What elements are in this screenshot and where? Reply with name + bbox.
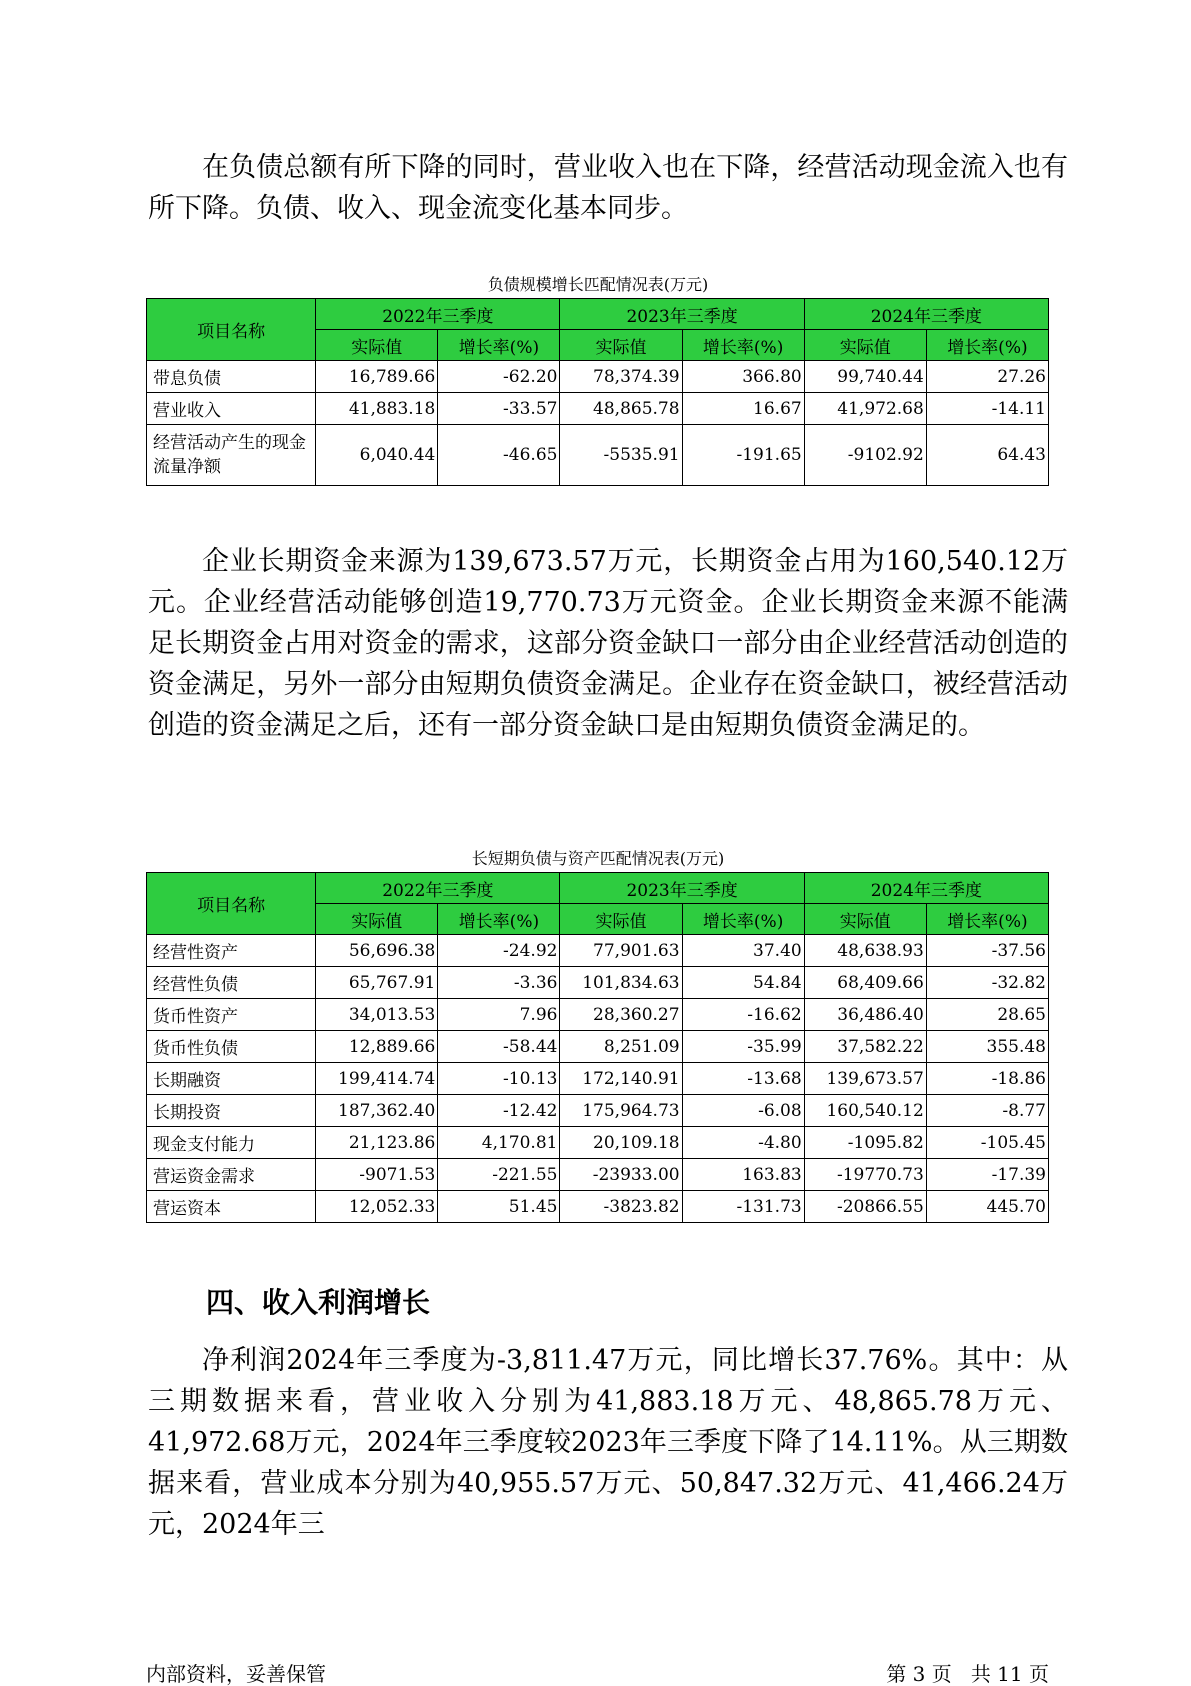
table-row [147,999,1049,1031]
table-row [147,1127,1049,1159]
debt-growth-table [146,298,1049,486]
row-name: 营业收入 [147,393,316,425]
cell-value: -8.77 [926,1095,1048,1127]
period-header-2024: 2024年三季度 [804,299,1048,330]
cell-value: 68,409.66 [804,967,926,999]
cell-value: 48,638.93 [804,935,926,967]
period-header-2023: 2023年三季度 [560,299,804,330]
item-name-header: 项目名称 [147,873,316,935]
cell-value: -10.13 [438,1063,560,1095]
cell-value: 54.84 [682,967,804,999]
table1-caption: 负债规模增长匹配情况表(万元) [487,275,709,294]
period-header-2022: 2022年三季度 [316,299,560,330]
cell-value: 41,883.18 [316,393,438,425]
cell-value: 366.80 [682,361,804,393]
cell-value: 41,972.68 [804,393,926,425]
cell-value: 20,109.18 [560,1127,682,1159]
cell-value: -6.08 [682,1095,804,1127]
cell-value: -17.39 [926,1159,1048,1191]
cell-value: 48,865.78 [560,393,682,425]
cell-value: -1095.82 [804,1127,926,1159]
table-row [147,1191,1049,1223]
growth-rate-header: 增长率(%) [682,904,804,935]
cell-value: 77,901.63 [560,935,682,967]
row-name: 长期投资 [147,1095,316,1127]
table-row [147,1063,1049,1095]
row-name: 货币性资产 [147,999,316,1031]
cell-value: -14.11 [926,393,1048,425]
cell-value: 187,362.40 [316,1095,438,1127]
cell-value: 28.65 [926,999,1048,1031]
table-row [147,361,1049,393]
footer-page-number: 第 3 页 共 11 页 [886,1662,1049,1686]
row-name: 营运资本 [147,1191,316,1223]
row-name: 营运资金需求 [147,1159,316,1191]
cell-value: 12,052.33 [316,1191,438,1223]
cell-value: -58.44 [438,1031,560,1063]
cell-value: -5535.91 [560,425,682,486]
growth-rate-header: 增长率(%) [682,330,804,361]
cell-value: 78,374.39 [560,361,682,393]
period-header-2024: 2024年三季度 [804,873,1048,904]
table-row [147,1095,1049,1127]
row-name: 货币性负债 [147,1031,316,1063]
cell-value: 172,140.91 [560,1063,682,1095]
cell-value: -131.73 [682,1191,804,1223]
item-name-header: 项目名称 [147,299,316,361]
cell-value: 51.45 [438,1191,560,1223]
cell-value: -62.20 [438,361,560,393]
cell-value: 27.26 [926,361,1048,393]
cell-value: 163.83 [682,1159,804,1191]
actual-value-header: 实际值 [560,330,682,361]
cell-value: 8,251.09 [560,1031,682,1063]
actual-value-header: 实际值 [316,330,438,361]
cell-value: 65,767.91 [316,967,438,999]
cell-value: -35.99 [682,1031,804,1063]
cell-value: -19770.73 [804,1159,926,1191]
cell-value: 16,789.66 [316,361,438,393]
cell-value: -9071.53 [316,1159,438,1191]
cell-value: -3823.82 [560,1191,682,1223]
cell-value: 139,673.57 [804,1063,926,1095]
paragraph-net-profit: 净利润2024年三季度为-3,811.47万元，同比增长37.76%。其中：从三期数据来看，营业收入分别为41,883.18万元、48,865.78万元、41,972.68万元，2024年三季度较2023年三季度下降了14.11%。从三期数据来看，营业成本分别为40,955.57万元、50,847.32万元、41,466.24万元，2024年三 [148,1345,1068,1540]
cell-value: 37,582.22 [804,1031,926,1063]
cell-value: -33.57 [438,393,560,425]
row-name: 经营性资产 [147,935,316,967]
section-heading: 四、收入利润增长 [206,1286,431,1319]
growth-rate-header: 增长率(%) [926,904,1048,935]
cell-value: -23933.00 [560,1159,682,1191]
actual-value-header: 实际值 [560,904,682,935]
cell-value: 12,889.66 [316,1031,438,1063]
cell-value: 4,170.81 [438,1127,560,1159]
cell-value: 64.43 [926,425,1048,486]
cell-value: 355.48 [926,1031,1048,1063]
table-row [147,393,1049,425]
cell-value: 36,486.40 [804,999,926,1031]
cell-value: -9102.92 [804,425,926,486]
asset-liability-match-table [146,872,1049,1223]
cell-value: 16.67 [682,393,804,425]
table-row [147,967,1049,999]
row-name: 现金支付能力 [147,1127,316,1159]
cell-value: 101,834.63 [560,967,682,999]
table-row [147,935,1049,967]
cell-value: 445.70 [926,1191,1048,1223]
row-name: 长期融资 [147,1063,316,1095]
table-row [147,1159,1049,1191]
cell-value: 199,414.74 [316,1063,438,1095]
actual-value-header: 实际值 [804,330,926,361]
paragraph-debt-change: 在负债总额有所下降的同时，营业收入也在下降，经营活动现金流入也有所下降。负债、收入、现金流变化基本同步。 [148,152,1068,224]
cell-value: 28,360.27 [560,999,682,1031]
cell-value: 37.40 [682,935,804,967]
row-name: 经营活动产生的现金流量净额 [147,425,316,486]
table-row [147,425,1049,486]
cell-value: -13.68 [682,1063,804,1095]
cell-value: -37.56 [926,935,1048,967]
cell-value: -46.65 [438,425,560,486]
cell-value: -12.42 [438,1095,560,1127]
paragraph-long-term-funds: 企业长期资金来源为139,673.57万元，长期资金占用为160,540.12万元。企业经营活动能够创造19,770.73万元资金。企业长期资金来源不能满足长期资金占用对资金的需求，这部分资金缺口一部分由企业经营活动创造的资金满足，另外一部分由短期负债资金满足。企业存在资金缺口，被经营活动创造的资金满足之后，还有一部分资金缺口是由短期负债资金满足的。 [148,546,1068,741]
period-header-2023: 2023年三季度 [560,873,804,904]
cell-value: 175,964.73 [560,1095,682,1127]
cell-value: -221.55 [438,1159,560,1191]
growth-rate-header: 增长率(%) [926,330,1048,361]
cell-value: -32.82 [926,967,1048,999]
cell-value: -16.62 [682,999,804,1031]
cell-value: -3.36 [438,967,560,999]
cell-value: 7.96 [438,999,560,1031]
cell-value: -191.65 [682,425,804,486]
cell-value: -20866.55 [804,1191,926,1223]
cell-value: -105.45 [926,1127,1048,1159]
growth-rate-header: 增长率(%) [438,330,560,361]
cell-value: -18.86 [926,1063,1048,1095]
cell-value: -24.92 [438,935,560,967]
cell-value: 34,013.53 [316,999,438,1031]
actual-value-header: 实际值 [804,904,926,935]
row-name: 带息负债 [147,361,316,393]
row-name: 经营性负债 [147,967,316,999]
footer-confidential-note: 内部资料，妥善保管 [146,1662,326,1686]
cell-value: 6,040.44 [316,425,438,486]
cell-value: 99,740.44 [804,361,926,393]
period-header-2022: 2022年三季度 [316,873,560,904]
cell-value: 56,696.38 [316,935,438,967]
cell-value: 160,540.12 [804,1095,926,1127]
actual-value-header: 实际值 [316,904,438,935]
table2-caption: 长短期负债与资产匹配情况表(万元) [471,849,725,868]
cell-value: -4.80 [682,1127,804,1159]
growth-rate-header: 增长率(%) [438,904,560,935]
table-row [147,1031,1049,1063]
cell-value: 21,123.86 [316,1127,438,1159]
